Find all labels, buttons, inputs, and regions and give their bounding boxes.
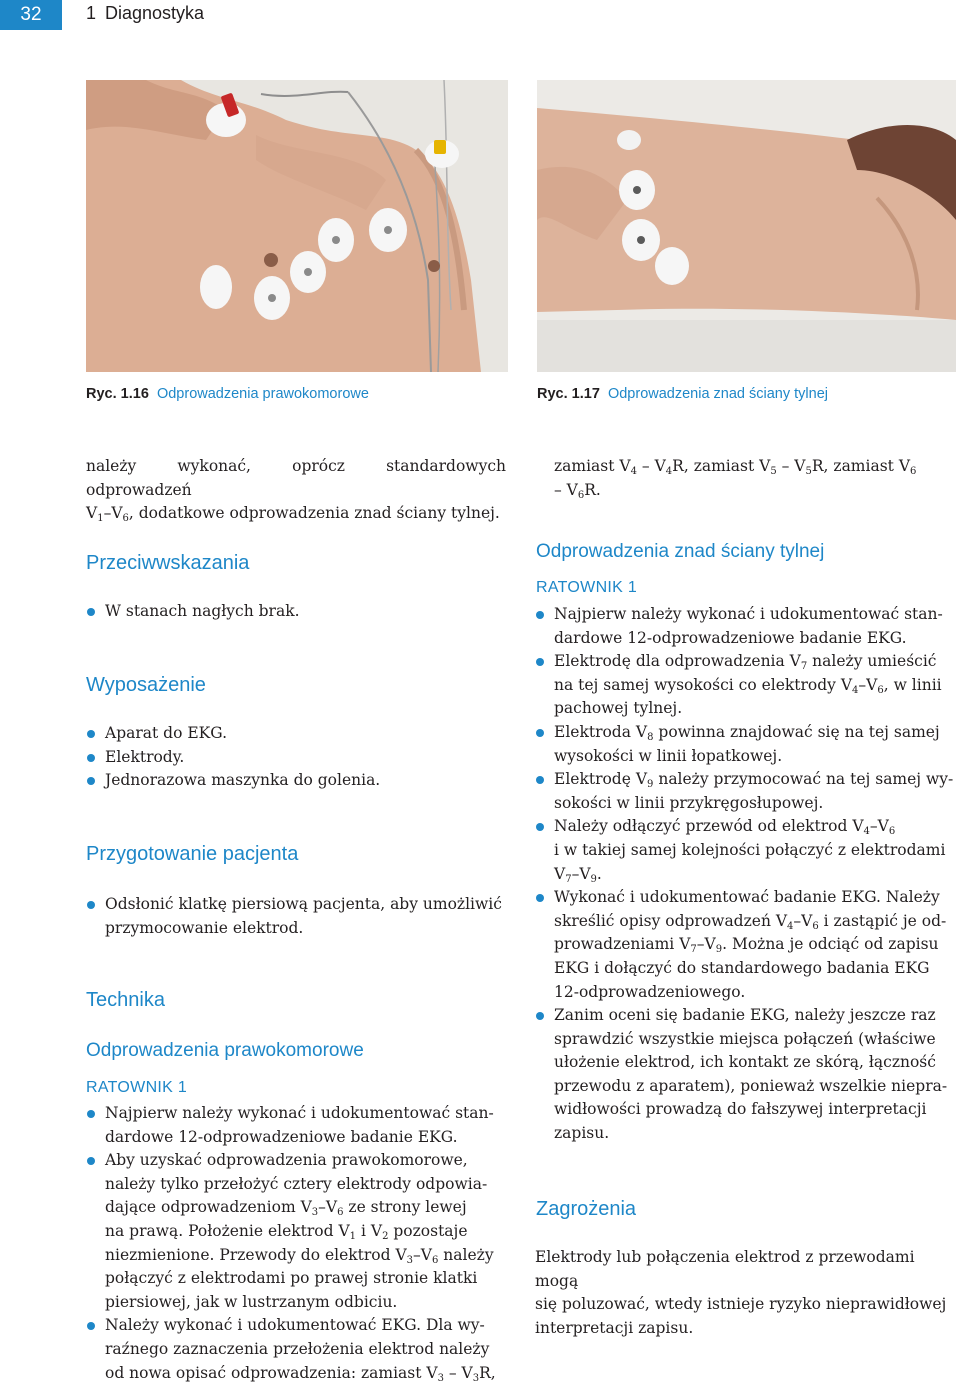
list-item [86,1102,506,1149]
text-line: dardowe 12-odprowadzeniowe badanie EKG. [554,628,907,647]
text-line: od nowa opisać odprowadzenia: zamiast $V_3 - V_3R$, [105,1363,496,1384]
figure-caption-1-17 [537,386,828,402]
heading-equipment: Wyposażenie [86,674,206,696]
list-item [86,893,506,940]
role-label: RATOWNIK 1 [86,1079,188,1096]
text-line: raźnego zaznaczenia przełożenia elektrod należy [105,1339,490,1358]
list-item [535,815,955,886]
text-line: Aby uzyskać odprowadzenia prawokomorowe, [105,1151,468,1170]
text-line: Należy wykonać i udokumentować EKG. Dla wy- [105,1316,485,1335]
page-header [0,0,960,30]
equipment-list [86,722,506,793]
text-line: piersiowej, jak w lustrzanym odbiciu. [105,1292,398,1311]
list-item [535,1004,955,1146]
list-item: Elektrody. [86,746,506,770]
posterior-list [535,603,955,1146]
text-line: $V_7-V_9$. [554,864,602,885]
list-item [86,1149,506,1314]
text-line: $V_1-V_6$, dodatkowe odprowadzenia znad ściany tylnej. [86,504,500,525]
page-number: 32 [0,0,62,30]
text-line: sprawdzić wszystkie miejsca połączeń (właściwe [554,1029,936,1048]
figure-caption-text: Odprowadzenia znad ściany tylnej [607,386,828,402]
figure-chest-electrodes-photo [86,80,508,372]
text-line: 12-odprowadzeniowego. [554,982,746,1001]
subheading-posterior-leads: Odprowadzenia znad ściany tylnej [536,541,825,562]
text-line: i w takiej samej kolejności połączyć z elektrodami [554,840,946,859]
text-line: widłowości prowadzą do fałszywej interpretacji [554,1100,927,1119]
text-line: interpretacji zapisu. [535,1318,694,1337]
text-line: Elektrodę dla odprowadzenia $V_7$ należy umieścić [554,652,937,673]
heading-technique: Technika [86,989,165,1011]
text-line: Elektrodę $V_9$ należy przymocować na tej samej wy- [554,770,954,791]
patient-prep-list [86,893,506,940]
chapter-title: 1 Diagnostyka [86,3,205,23]
text-line: na prawą. Położenie elektrod $V_1$ i $V_2$ pozostaje [105,1221,468,1242]
list-item [535,603,955,650]
text-line: zapisu. [554,1124,610,1143]
text-line: Najpierw należy wykonać i udokumentować stan- [105,1104,494,1122]
text-line: Najpierw należy wykonać i udokumentować stan- [554,605,943,623]
text-line: na tej samej wysokości co elektrody $V_4-V_6$, w linii [554,675,942,696]
hazards-paragraph [535,1246,955,1340]
text-line: przymocowanie elektrod. [105,918,304,937]
text-line: się poluzować, wtedy istnieje ryzyko nieprawidłowej [535,1295,947,1314]
text-line: Wykonać i udokumentować badanie EKG. Należy [554,888,940,907]
text-line: Należy odłączyć przewód od elektrod $V_4-V_6$ [554,817,896,838]
figure-label: Ryc. 1.16 [86,386,149,402]
intro-paragraph [86,455,506,526]
text-line: należy tylko przełożyć cztery elektrody odpowia- [105,1174,488,1193]
list-item: Aparat do EKG. [86,722,506,746]
list-item [535,768,955,815]
heading-hazards: Zagrożenia [536,1198,637,1220]
text-line: sokości w linii przykręgosłupowej. [554,793,824,812]
role-label: RATOWNIK 1 [536,579,638,596]
text-line: pachowej tylnej. [554,699,683,718]
text-line: prowadzeniami $V_7-V_9$. Można je odciąć od zapisu [554,935,939,956]
figure-caption-text: Odprowadzenia prawokomorowe [156,386,369,402]
text-line: połączyć z elektrodami po prawej stronie klatki [105,1269,478,1288]
list-item [86,1314,506,1385]
text-line: zamiast $V_4 - V_4R$, zamiast $V_5 - V_5R$, zamiast $V_6$ [554,457,917,477]
text-line: EKG i dołączyć do standardowego badania EKG [554,958,930,977]
back-electrodes-illustration [537,80,956,372]
text-line: Elektrody lub połączenia elektrod z przewodami mogą [535,1248,915,1290]
text-line: skreślić opisy odprowadzeń $V_4-V_6$ i zastąpić je od- [554,911,947,932]
figure-back-electrodes-photo [537,80,956,372]
contraindications-list [86,600,506,624]
heading-patient-prep: Przygotowanie pacjenta [86,843,299,865]
continuation-paragraph [554,455,954,502]
list-item [535,721,955,768]
list-item [535,650,955,721]
text-line: niezmienione. Przewody do elektrod $V_3-V_6$ należy [105,1245,494,1266]
text-line: należy wykonać, oprócz standardowych odprowadzeń [86,457,506,499]
list-item: W stanach nagłych brak. [86,600,506,624]
text-line: ułożenie elektrod, ich kontakt ze skórą, łączność [554,1053,936,1072]
text-line: Odsłonić klatkę piersiową pacjenta, aby umożliwić [105,895,502,913]
text-line: dające odprowadzeniom $V_3-V_6$ ze strony lewej [105,1198,467,1219]
chest-electrodes-illustration [86,80,508,372]
text-line: Zanim oceni się badanie EKG, należy jeszcze raz [554,1006,936,1025]
figure-label: Ryc. 1.17 [537,386,600,402]
text-line: przewodu z aparatem), ponieważ wszelkie niepra- [554,1076,948,1095]
heading-contraindications: Przeciwwskazania [86,552,250,574]
list-item [535,886,955,1004]
figure-caption-1-16 [86,386,369,402]
technique-list [86,1102,506,1385]
text-line: dardowe 12-odprowadzeniowe badanie EKG. [105,1127,458,1146]
text-line: Elektroda $V_8$ powinna znajdować się na tej samej [554,722,940,743]
subheading-right-ventricular-leads: Odprowadzenia prawokomorowe [86,1040,364,1061]
list-item: Jednorazowa maszynka do golenia. [86,769,506,793]
text-line: – $V_6R$. [554,480,601,501]
text-line: wysokości w linii łopatkowej. [554,746,783,765]
